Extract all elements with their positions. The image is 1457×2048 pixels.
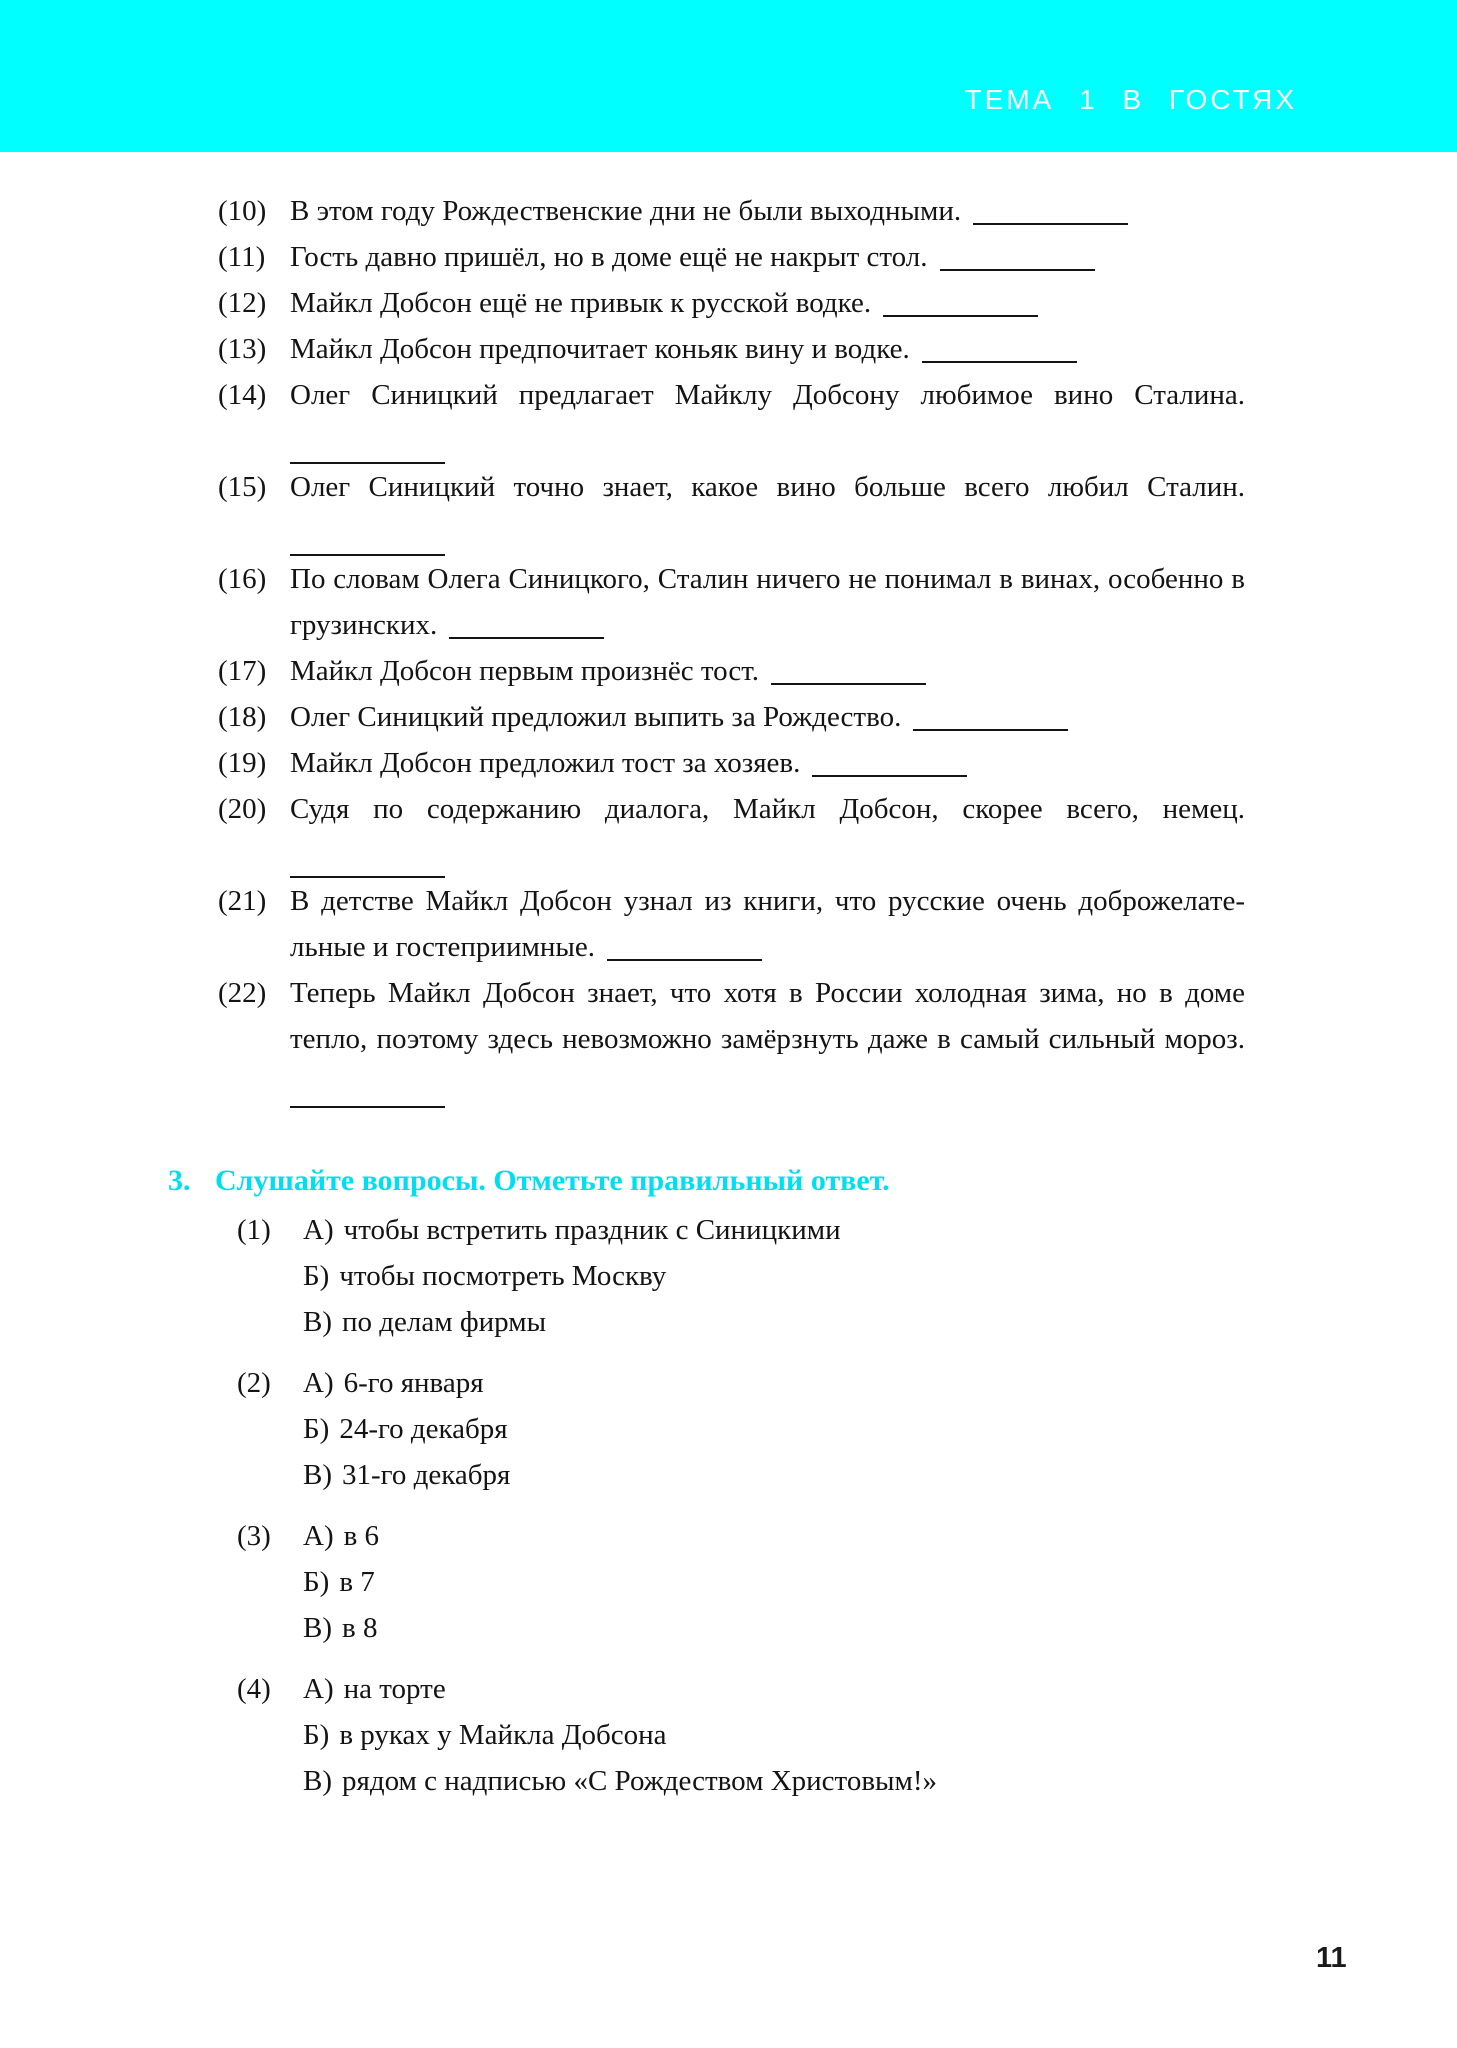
exercise-item-17	[218, 648, 1245, 694]
exercise-item-18	[218, 694, 1245, 740]
item-text: По словам Олега Синицкого, Сталин ничего не понимал в винах, особенно в грузинских.	[290, 563, 1245, 641]
item-text: Олег Синицкий точно знает, какое вино больше всего любил Сталин.	[218, 464, 1245, 556]
answer-blank[interactable]	[913, 729, 1068, 731]
item-number: (20)	[218, 793, 267, 825]
exercise-item-19	[218, 740, 1245, 786]
option-a[interactable]: А) в 6	[303, 1520, 380, 1552]
exercise-item-10	[218, 188, 1245, 234]
option-v[interactable]: В) 31-го декабря	[303, 1459, 511, 1491]
question-1	[237, 1207, 1288, 1345]
item-number: (22)	[218, 977, 267, 1009]
chapter-title: ТЕМА 1 В ГОСТЯХ	[964, 84, 1297, 115]
item-number: (13)	[218, 333, 267, 365]
exercise-item-12	[218, 280, 1245, 326]
item-text: Теперь Майкл Добсон знает, что хотя в России холодная зима, но в доме тепло, поэтому здесь невозможно замёрзнуть даже в самый сильный мороз.	[218, 970, 1245, 1108]
option-b[interactable]: Б) 24-го декабря	[303, 1413, 508, 1445]
option-v[interactable]: В) рядом с надписью «С Рождеством Христовым!»	[303, 1765, 938, 1797]
item-text: Майкл Добсон предпочитает коньяк вину и водке.	[218, 326, 1245, 372]
answer-blank[interactable]	[812, 775, 967, 777]
exercise-item-14	[218, 372, 1245, 464]
item-text: Олег Синицкий предлагает Майклу Добсону любимое вино Сталина.	[218, 372, 1245, 464]
item-number: (16)	[218, 563, 267, 595]
question-number: (4)	[237, 1673, 271, 1705]
item-number: (21)	[218, 885, 267, 917]
answer-blank[interactable]	[940, 269, 1095, 271]
question-2	[237, 1360, 1288, 1498]
exercise-item-22	[218, 970, 1245, 1108]
exercise-item-15	[218, 464, 1245, 556]
exercise-item-16	[218, 556, 1245, 648]
item-text: Гость давно пришёл, но в доме ещё не накрыт стол.	[218, 234, 1245, 280]
exercise-number: 3.	[168, 1164, 191, 1197]
answer-blank[interactable]	[290, 832, 445, 878]
item-number: (18)	[218, 701, 267, 733]
item-number: (17)	[218, 655, 267, 687]
item-text: В детстве Майкл Добсон узнал из книги, что русские очень доброжелате-льные и гостеприимные.	[290, 885, 1245, 963]
option-a[interactable]: А) на торте	[303, 1673, 446, 1705]
option-b[interactable]: Б) в 7	[303, 1566, 375, 1598]
item-number: (10)	[218, 195, 267, 227]
question-3	[237, 1513, 1288, 1651]
answer-blank[interactable]	[922, 361, 1077, 363]
item-number: (11)	[218, 241, 266, 273]
option-v[interactable]: В) в 8	[303, 1612, 378, 1644]
exercise-instruction: Слушайте вопросы. Отметьте правильный ответ.	[215, 1164, 890, 1197]
question-number: (1)	[237, 1214, 271, 1246]
answer-blank[interactable]	[771, 683, 926, 685]
item-text: Майкл Добсон ещё не привык к русской водке.	[218, 280, 1245, 326]
item-number: (14)	[218, 379, 267, 411]
answer-blank[interactable]	[607, 959, 762, 961]
exercise-3-section	[168, 1158, 1288, 1804]
exercise-item-13	[218, 326, 1245, 372]
item-text: Майкл Добсон первым произнёс тост.	[218, 648, 1245, 694]
question-4	[237, 1666, 1288, 1804]
question-number: (3)	[237, 1520, 271, 1552]
question-list	[237, 1207, 1288, 1804]
answer-blank[interactable]	[290, 1062, 445, 1108]
answer-blank[interactable]	[973, 223, 1128, 225]
page-number: 11	[1316, 1942, 1347, 1974]
question-number: (2)	[237, 1367, 271, 1399]
item-text: В этом году Рождественские дни не были выходными.	[218, 188, 1245, 234]
option-b[interactable]: Б) в руках у Майкла Добсона	[303, 1719, 667, 1751]
item-text: Судя по содержанию диалога, Майкл Добсон, скорее всего, немец.	[218, 786, 1245, 878]
option-a[interactable]: А) 6-го января	[303, 1367, 484, 1399]
item-number: (19)	[218, 747, 267, 779]
exercise-2-item-list	[218, 188, 1245, 1108]
exercise-item-20	[218, 786, 1245, 878]
exercise-item-21	[218, 878, 1245, 970]
option-b[interactable]: Б) чтобы посмотреть Москву	[303, 1260, 667, 1292]
exercise-item-11	[218, 234, 1245, 280]
item-number: (12)	[218, 287, 267, 319]
item-text: Олег Синицкий предложил выпить за Рождество.	[218, 694, 1245, 740]
answer-blank[interactable]	[449, 637, 604, 639]
answer-blank[interactable]	[290, 510, 445, 556]
exercise-3-heading	[168, 1158, 1288, 1204]
chapter-banner	[0, 0, 1457, 152]
option-a[interactable]: А) чтобы встретить праздник с Синицкими	[303, 1214, 841, 1246]
answer-blank[interactable]	[883, 315, 1038, 317]
answer-blank[interactable]	[290, 418, 445, 464]
item-number: (15)	[218, 471, 267, 503]
item-text: Майкл Добсон предложил тост за хозяев.	[218, 740, 1245, 786]
option-v[interactable]: В) по делам фирмы	[303, 1306, 547, 1338]
